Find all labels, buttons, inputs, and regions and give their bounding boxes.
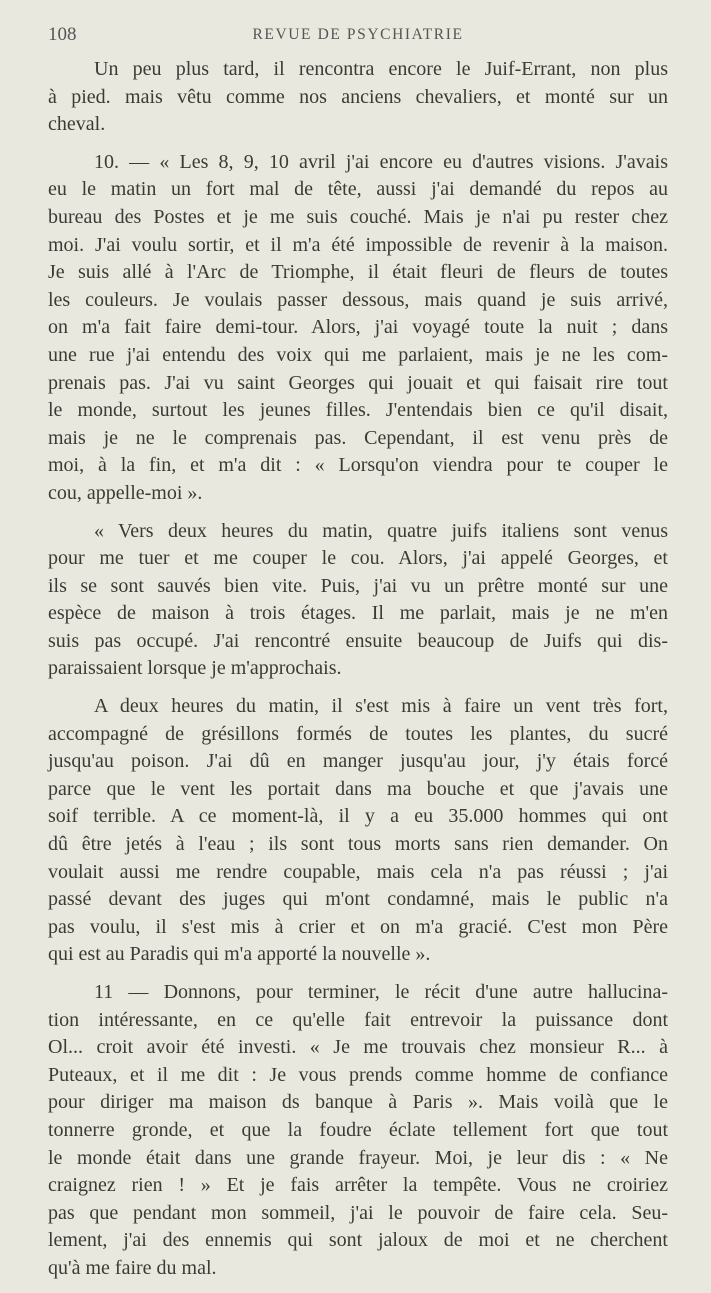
text-line: moi. J'ai voulu sortir, et il m'a été impossible de revenir à la maison. xyxy=(48,233,668,256)
text-line: pas voulu, il s'est mis à crier et on m'a gracié. C'est mon Père xyxy=(48,915,668,938)
page-number: 108 xyxy=(48,24,77,45)
text-line: Un peu plus tard, il rencontra encore le Juif-Errant, non plus xyxy=(94,58,668,80)
text-line: Je suis allé à l'Arc de Triomphe, il était fleuri de fleurs de toutes xyxy=(48,261,668,284)
text-line: lement, j'ai des ennemis qui sont jaloux de moi et ne cherchent xyxy=(48,1229,668,1252)
text-line: pour diriger ma maison ds banque à Paris ». Mais voilà que le xyxy=(48,1091,668,1114)
text-line: « Vers deux heures du matin, quatre juifs italiens sont venus xyxy=(94,519,668,542)
text-line: espèce de maison à trois étages. Il me parlait, mais je ne m'en xyxy=(48,602,668,625)
text-line: moi, à la fin, et m'a dit : « Lorsqu'on viendra pour te couper le xyxy=(48,454,668,477)
text-line: voulait aussi me rendre coupable, mais cela n'a pas réussi ; j'ai xyxy=(48,860,668,883)
paragraph xyxy=(48,693,668,969)
document-page xyxy=(48,22,668,1293)
text-line: passé devant des juges qui m'ont condamné, mais le public n'a xyxy=(48,888,668,911)
text-line: le monde, surtout les jeunes filles. J'entendais bien ce qu'il disait, xyxy=(48,399,668,422)
paragraph xyxy=(48,56,668,139)
paragraph xyxy=(48,518,668,684)
text-line: pas que pendant mon sommeil, j'ai le pouvoir de faire cela. Seu- xyxy=(48,1201,668,1224)
text-line: on m'a fait faire demi-tour. Alors, j'ai voyagé toute la nuit ; dans xyxy=(48,316,668,339)
text-line: Puteaux, et il me dit : Je vous prends comme homme de confiance xyxy=(48,1063,668,1086)
text-line: parce que le vent les portait dans ma bouche et que j'avais une xyxy=(48,777,668,800)
page-header xyxy=(48,22,668,56)
text-line: suis pas occupé. J'ai rencontré ensuite beaucoup de Juifs qui dis- xyxy=(48,629,668,652)
text-line: jusqu'au poison. J'ai dû en manger jusqu'au jour, j'y étais forcé xyxy=(48,750,668,773)
text-line: craignez rien ! » Et je fais arrêter la tempête. Vous ne croiriez xyxy=(48,1174,668,1197)
text-line: le monde était dans une grande frayeur. Moi, je leur dis : « Ne xyxy=(48,1146,668,1169)
text-line: 10. — « Les 8, 9, 10 avril j'ai encore eu d'autres visions. J'avais xyxy=(94,150,668,173)
text-line: tion intéressante, en ce qu'elle fait entrevoir la puissance dont xyxy=(48,1008,668,1031)
text-line: tonnerre gronde, et que la foudre éclate tellement fort que tout xyxy=(48,1118,668,1141)
text-line: bureau des Postes et je me suis couché. Mais je n'ai pu rester chez xyxy=(48,205,668,228)
text-line: paraissaient lorsque je m'approchais. xyxy=(48,657,342,680)
text-line: cheval. xyxy=(48,113,106,136)
running-title: REVUE DE PSYCHIATRIE xyxy=(252,26,464,43)
text-line: eu le matin un fort mal de tête, aussi j'ai demandé du repos au xyxy=(48,178,668,201)
text-line: ils se sont sauvés bien vite. Puis, j'ai vu un prêtre monté sur une xyxy=(48,574,668,597)
text-line: à pied. mais vêtu comme nos anciens chevaliers, et monté sur un xyxy=(48,85,668,108)
text-line: Ol... croit avoir été investi. « Je me trouvais chez monsieur R... à xyxy=(48,1036,668,1059)
text-line: 11 — Donnons, pour terminer, le récit d'une autre hallucina- xyxy=(94,981,668,1003)
text-line: dû être jetés à l'eau ; ils sont tous morts sans rien demander. On xyxy=(48,833,668,856)
body-text xyxy=(48,56,668,1283)
text-line: les couleurs. Je voulais passer dessous, mais quand je suis arrivé, xyxy=(48,288,668,311)
text-line: mais je ne le comprenais pas. Cependant, il est venu près de xyxy=(48,426,668,449)
paragraph xyxy=(48,979,668,1283)
text-line: cou, appelle-moi ». xyxy=(48,481,203,504)
text-line: soif terrible. A ce moment-là, il y a eu 35.000 hommes qui ont xyxy=(48,805,668,828)
text-line: qu'à me faire du mal. xyxy=(48,1256,217,1279)
text-line: une rue j'ai entendu des voix qui me parlaient, mais je ne les com- xyxy=(48,343,668,366)
text-line: accompagné de grésillons formés de toutes les plantes, du sucré xyxy=(48,722,668,745)
paragraph xyxy=(48,149,668,508)
text-line: prenais pas. J'ai vu saint Georges qui jouait et qui faisait rire tout xyxy=(48,371,668,394)
text-line: A deux heures du matin, il s'est mis à faire un vent très fort, xyxy=(94,695,668,718)
text-line: pour me tuer et me couper le cou. Alors, j'ai appelé Georges, et xyxy=(48,547,668,570)
text-line: qui est au Paradis qui m'a apporté la nouvelle ». xyxy=(48,943,431,966)
